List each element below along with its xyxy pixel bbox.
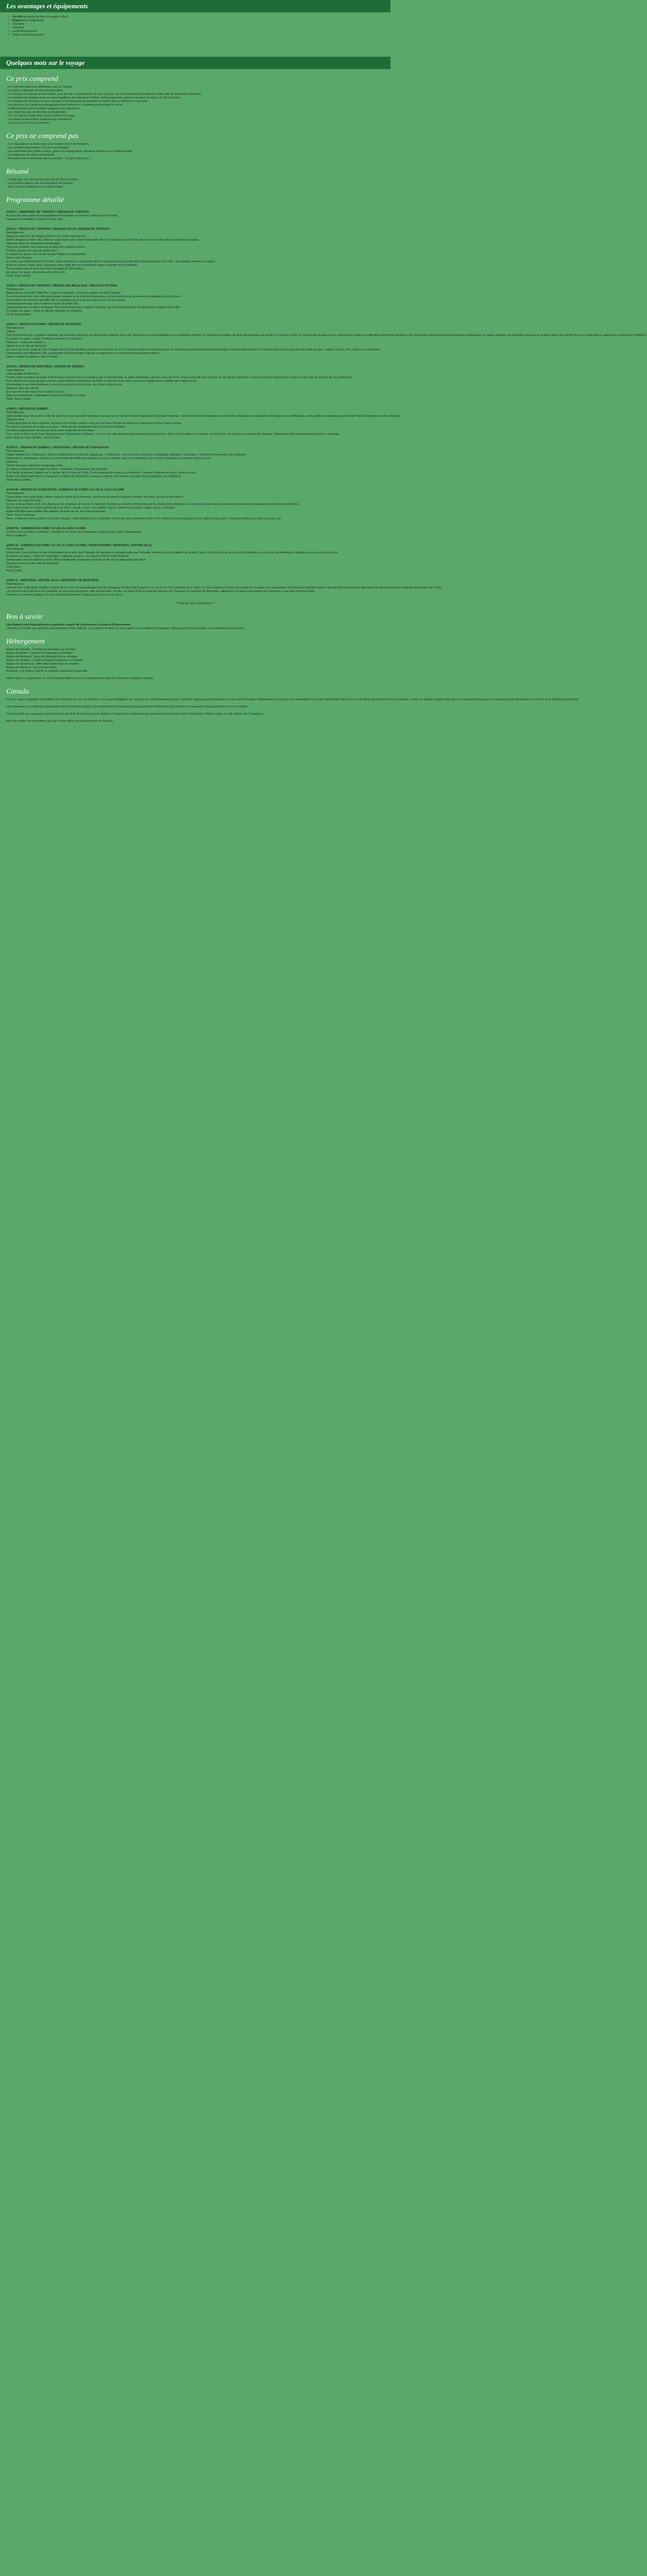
day-title: JOUR 3 : RÉGION DE TORONTO / RÉGION DES MILLE ÎLES / RÉGION D'OTTAWA: [6, 284, 117, 287]
day-line: Retour vers Toronto.: [6, 257, 32, 260]
text-line: Les départs sont francophones et garantis à partir de 2 personnes et jusqu'à 34 personnes.: [6, 623, 131, 626]
day-line: Petit-déjeuner.: [6, 231, 25, 234]
text-line: Pour un séjour touristique ou d'affaires de moins de six mois au Canada, il n'y a pas d'obligation de visa pour les ressortissants français. Toutefois, toute personne exemptée de visa doit demander, suffisamment à l'avance, une autorisation de voyage électronique (AVE) sur le site officiel du gouvernement du Canada. L'AVE est valable pendant cinq ans. Les documents requis sont un passeport, afin de prendre les termes de la validité du passeport.: [6, 698, 579, 701]
day-line: Petit-déjeuner.: [6, 411, 25, 414]
day-line: Profitez d'une journée en pension complète et de toutes les prestations proposées par votre hébergement.: [6, 531, 142, 534]
day-title: JOUR 5 : RÉGION DE MONTRÉAL / RÉGION DE QUÉBEC: [6, 365, 84, 368]
lodging-heading: Hébergement: [6, 638, 45, 646]
day-line: Dîner « soirée de parfum » Nuit à l'hôtel.: [6, 355, 58, 359]
day-line: En option à réserver et à régler sur place : Visite du site traditionnel Huron Onhoüa Chetek8e.: [6, 426, 126, 429]
text-line: Région de Toronto : Comfort Inn Brampton ou similaire: [6, 648, 76, 651]
day-line: Déjeuner libre au marché.: [6, 387, 40, 390]
day-line: Dans l'après-midi, en saison activité de votre choix : kayak, canot, vélo, pédalo, kayak, randonnée pédestre, plage, tennis, volleyball.: [6, 506, 176, 510]
canada-heading: Canada: [6, 688, 29, 696]
day-title: JOUR 2 : RÉGION DE TORONTO / NIAGARA FALLS / RÉGION DE TORONTO: [6, 228, 110, 231]
day-line: Petit-déjeuner.: [6, 492, 25, 495]
day-line: Continuation vers Montréal, ville cosmopolite où les héritages français et anglo-saxons coexistent dans plusieurs siècles.: [6, 352, 160, 355]
day-line: Tour d'orientation de la capitale nationale qui vous fera découvrir les plus beaux endroits de la ville. Découvrez la rue Wellington et ses bâtiments officiels, le Parlement canadien de style néo-gothique qui domine la Tour de la Paix, la Promenade Sussex où l'on retrouve les résidences officielles du Premier ministre et du Gouverneur général ainsi que plusieurs ambassades, les beaux quartiers de Rockcliffe ainsi que le quartier animé du marché By et le Canal Rideau, patrimoine mondial de l'UNESCO.: [6, 334, 647, 337]
text-line: - Prestation non mentionnée dans la section « Ce prix comprend »: [6, 157, 91, 160]
text-line: Hôtels listés au programme, en cas d'indisponibilité de ceux-ci, hébergement dans des hôtels de catégorie similaire.: [6, 677, 154, 680]
day-line: Dîner. Nuit à l'hôtel.: [6, 398, 31, 401]
advantage-item: [9, 23, 384, 26]
program-section: [6, 196, 647, 606]
text-line: - The ou café et carafe d'eau servis pendant les repas: [6, 114, 75, 117]
advantage-item: [9, 19, 384, 23]
excludes-section: [6, 132, 384, 161]
end-of-services: ***FIN DE NOS SERVICES***: [176, 602, 215, 605]
text-line: L'itinéraire et l'ordre des activités sont présentés à titre indicatif. Les activités de plein air sont sujettes aux conditions climatiques. Elles peuvent être annulées ou remplacées sans préavis.: [6, 627, 245, 630]
day-line: Arrêt à Niagara-on-the-Lake, Bâtisse à pied dans cette charmante petite ville dont l'architecture du XIXe siècle est l'une des mieux conservées au pays.: [6, 239, 199, 242]
day-block: [6, 544, 384, 573]
advantage-item: [9, 26, 384, 30]
day-line: En cours de route, visite du Parc Omega. À bord d'un autobus, parcourez un chemin de 10 km à travers lequel vous découvrirez de nombreuses espèces d'animaux sauvages vivant en liberté dans leur habitat naturel et au plus près de votre groupe : wapitis, bisons, cerfs, loups ou encore ours.: [6, 348, 381, 351]
text-line: - Le transport en autocar grand confort, pour plus de 19 participants, du jour 2 au jour 10 à l'exception du transfert du centre-ville de Montréal à l'aéroport: [6, 93, 201, 96]
lodging-list: [6, 648, 384, 681]
advantage-text: Guide francophone: [12, 30, 37, 33]
text-line: - L'hébergement dans les hôtels suggérés au programme: [6, 107, 79, 110]
day-line: Nuit à l'auberge.: [6, 534, 27, 537]
day-title: JOUR 6 : RÉGION DE QUÉBEC: [6, 408, 49, 411]
advantage-label: Vol A/R: [12, 15, 23, 19]
summary-list: [6, 178, 384, 189]
day-line: Les services de l'autocar et du chauffeur ne sont pas inclus pour cette journée libre en ville. Un ticket STM à la journée (Service de Transport en commun de Montréal), valide pour 24 heures au moment de l'activation, vous sera toutefois remis.: [6, 590, 316, 593]
day-line: Départ par le petit bateau. Découvrez l'ensemble des différents quartiers du parc national, situé à l'embouchure de la rivière Saguenay et le fleuve Saint-Laurent.: [6, 457, 211, 460]
advantages-list: [0, 12, 390, 37]
day-line: Départ par la route des 'Mille Îles', région de Kingston, ancienne capitale du Haut-Canada.: [6, 292, 122, 295]
day-line: Déjeuner en cours de route.: [6, 499, 42, 502]
day-line: Montréalais et aux Montréalaises un accès aux produits de la terre, de la mer et du monde.: [6, 383, 123, 386]
text-line: Montréal : Les Suites Labelle ou similaire, Montréal Centre-Ville: [6, 670, 88, 673]
day-title: JOUR 1 : AEROPORT DE TORONTO / RÉGION DE TORONTO: [6, 211, 89, 214]
day-block: [6, 365, 384, 401]
day-line: Continuation vers la région d'Ottawa. Tour d'orientation de la capitale nationale qui vous fera découvrir les plus beaux endroits de la ville.: [6, 306, 180, 309]
day-line: Petit-déjeuner.: [6, 327, 25, 330]
day-block: [6, 284, 384, 317]
day-block: [6, 527, 384, 538]
day-line: Déjeuner.: [6, 461, 19, 464]
excludes-list: [6, 143, 384, 161]
text-line: Région d'Ottawa : Comfort Inn Gatineau ou similaire: [6, 652, 73, 655]
day-line: Petit-déjeuner.: [6, 369, 25, 372]
good-to-know-strong: [6, 623, 384, 627]
summary-heading: Résumé: [6, 168, 29, 176]
advantage-item: [9, 30, 384, 33]
day-line: Départ vers la ville de Montréal.: [6, 345, 47, 348]
day-line: Journée libre à Montréal. Profitez en pour faire un peu de magasinage dans les boutiques du Montréal souterrain ou sur la rue Ste-Catherine pour visiter l'un des nombreux musées de la ville (en compter une cinquantaine d'institutions muséales dans la grande Montréal) ou pour découvrir l'un des grands parcs et jardins botaniques de la ville.: [6, 586, 442, 589]
day-title: JOUR 10 : AUBERGE EN FORËT LE LAC-À-L'EAU-CLAIRE / TROIS RIVIÈRES / MONTRÉAL CENTRE-VILLE: [6, 544, 152, 547]
day-line: Prenez votre chauffeur ou guide à Mont Royal, surnommé 'la montagne' par les Montréalais, le stade Olympique, site des Jeux de 1976, avant sa facade tour inclinée, la rue Sainte-Catherine et son réseau très fréquenté à commerce ainsi que le quartier du Vieux-Montréal.: [6, 376, 353, 379]
day-line: Continuation en direction des Mille Îles en passant par la route qui longe la rive du St-Laurent.: [6, 299, 126, 302]
day-line: Puis terminez par un arrêt à la Tour CN haute de 553 mètres.: [6, 267, 84, 270]
day-block: [6, 446, 384, 482]
day-line: Petit-déjeuner.: [6, 548, 25, 551]
text-line: - Les dépenses de nature personnelle: [6, 154, 55, 157]
day-line: Dîner. Nuit à l'hôtel.: [6, 479, 31, 482]
advantage-text: Visites selon programme: [12, 33, 44, 37]
day-line: Route vers Trois-Rivières et tour d'orientation de la ville, dont l'histoire fut marquée en grande partie par l'industrie forestière et l'exploitation de la forêt. Située à l'embouchure de la rivière St-Maurice, à mi-chemin de Montréal et Québec sur la rive nord du fleuve.: [6, 551, 338, 554]
day-line: Accueil par votre guide accompagnateur francophone à l'arrivée à l'aéroport de Toronto.: [6, 214, 118, 217]
day-line: Dîner. Nuit à l'hôtel.: [6, 313, 31, 316]
day-line: Puis une croisière vous amènera au pied des célèbres chutes.: [6, 246, 86, 249]
text-line: - Les activités optionnelles et le port des bagages: [6, 146, 70, 149]
text-line: - Deux nuits à l'auberge & Lac-à-l'Eau-Claire: [6, 185, 63, 189]
day-title: JOUR 11 : MONTRÉAL CENTRE-VILLE / AÉROPORT DE MONTRÉAL: [6, 579, 99, 582]
good-to-know-section: [6, 613, 384, 631]
text-line: - Le transport en mini-bus, du jour 2 au jour 10 à l'exception du transfert du centre-ville de Montréal à l'aéroport: [6, 100, 148, 103]
text-line: - Les repas libres ou autres que ceux mentionnés et les boissons: [6, 143, 90, 146]
day-block: [6, 408, 401, 440]
day-line: Dîner libre.: [6, 566, 21, 569]
day-line: Note : L'hébergement est prévu en chalet. Chaque chalet dispose d'une cuisinette, d'un salon avec cheminée et de 4 à 6 chambres toutes équipées d'une salle de bain privée. Chaque chambre possède sa propre clé.: [6, 517, 282, 520]
day-line: Visite guidée de Montréal.: [6, 372, 40, 376]
day-line: Déjeuner dans un restaurant panoramique.: [6, 242, 61, 245]
text-line: - Les services d'un guide accompagnateur francophone ou chauffeur-guide durant le circuit: [6, 104, 123, 107]
day-line: Petit-déjeuner.: [6, 583, 25, 586]
day-line: Tour d'orientation de cette ville universitaire militaire et de première importance où les membres du gouvernement siègent au XIXe siècle.: [6, 295, 181, 298]
day-block: [6, 228, 384, 278]
day-line: Dîner. Nuit à l'hôtel.: [6, 275, 31, 278]
day-block: [6, 579, 442, 597]
program-heading: Programme détaillé: [6, 196, 64, 204]
day-line: Après-midi libre pour profiter des activités de plein air sur une base autonome.: [6, 510, 106, 513]
trip-title: Quelques mots sur le voyage: [0, 57, 390, 69]
day-line: Transfert en navette publique 747 vers l'aéroport Montréal-Trudeau pour votre vol de retour.: [6, 594, 123, 597]
summary-section: [6, 168, 384, 189]
text-line: [6, 716, 384, 720]
day-line: Le Lac-à-l'Eau-Claire est le site idéal pour les amateurs de nature et d'activités de plein air. Autrefois fréquenté par les amérindiens Abénakis, le Lac-à-l'Eau-Claire qui se situe dans un secteur montagneux, bordé d'une forêt dense.: [6, 503, 299, 506]
text-line: - Les taxes d'aéroport et frais aéroportuaires: [6, 89, 63, 92]
day-line: Temps libre pour apprécier le paysage marin.: [6, 464, 64, 467]
day-line: Visite guidée pour découvrir la ville de Québec et son caractère européen, unique sur ce continent avec l'Impossant Château Frontenac, l'Hôtel du Parlement québécois, les Plaines d'Abraham, la Citadelle à la Vaubam, les fortifications, sans oublier le pittoresque quartier du Petit-Champlain et la Place Royale.: [6, 415, 401, 418]
day-line: Embarquement pour une croisière à travers les Mille Îles.: [6, 302, 79, 306]
day-block: [6, 323, 647, 359]
day-line: Petit-déjeuner.: [6, 288, 25, 291]
day-line: Profitez ensuite d'un peu de temps libre.: [6, 249, 58, 252]
good-to-know-heading: Bon à savoir: [6, 613, 43, 621]
text-line: - Les repas tels que mentionnés au programme: [6, 111, 67, 114]
day-line: Si le temps le permet, balade sur le sentier de la Pointe de l'Islet. D'une longueur de moins d'un kilomètre, il permet d'admirer le fleuve Saint-Laurent.: [6, 471, 196, 474]
day-line: Puis, découvrez la plus grande marché public extérieur d'Amérique du Nord, le Marché Jean-Talon, découvrez également sa station des métiers d'art.: [6, 380, 197, 383]
day-line: Petit-déjeuner.: [6, 450, 25, 453]
text-line: - Les vols internationaux aller/retour vers le Canada: [6, 86, 73, 89]
day-line: En option sur place : Visite de l'exposition « Attache ta tuque » au Musée POP de Trois-Rivières.: [6, 555, 129, 558]
day-title: JOUR 08 : RÉGION DE CHARLEVOIX / AUBERGE DE FORËT LE LAC-À-L'EAU-CLAIRE: [6, 488, 124, 492]
day-line: Arrêt au célèbre Casa Loma. Démarrez votre visite par une promenade dans le quartier de la Distillerie.: [6, 264, 138, 267]
day-line: Transfert et installation à l'hôtel et dîner libre.: [6, 218, 64, 221]
day-title: JOUR 4 : RÉGION D'OTTAWA / RÉGION DE MONTRÉAL: [6, 323, 82, 326]
text-line: - Les visites et excursions indiquées au programme: [6, 118, 72, 121]
text-line: Région de Mauricie : Lac-à-l'Eau-Claire: [6, 666, 57, 669]
text-line: - Le transport en minibus (avec ou sans chauffeur), de l'aéroport à l'hôtel, selon programme, pour les groupes de moins de 19 personnes: [6, 96, 181, 99]
day-line: En option sur place : Survol des chutes Niagara en hélicoptère.: [6, 253, 87, 256]
day-line: En route, tour d'orientation de Toronto. Cette métropole cosmopolite offre le spectacle d'une grande ville vaste anecdotes de la ville : les quartiers animés et réputés.: [6, 260, 216, 263]
advantage-text: selon programme: [21, 19, 44, 22]
day-line: En milieu d'après-midi, découvrez de la pente ouest de l'île d'Orléans.: [6, 429, 95, 432]
day-line: En option sur place : Visite du Musée canadien de l'Histoire.: [6, 337, 83, 341]
day-line: Temps libre dans le Vieux-Québec. À pied ou en voiture, rendez-vous vers la Place Royale et admirez le majestueux fleuve Saint-Laurent.: [6, 422, 182, 425]
advantages-section: [0, 0, 390, 37]
day-line: Déjeuner traditionnel, dégustation d'une tire d'érable sur neige.: [6, 394, 87, 397]
day-title: JOUR 09 : AUBERGE EN FORËT LE LAC-À-L'EAU-CLAIRE: [6, 527, 86, 530]
day-line: Nuit à l'hôtel.: [6, 569, 23, 572]
day-line: Départ.: [6, 330, 16, 333]
text-line: [6, 673, 384, 677]
text-line: Les voyageurs se rendant au Canada par voie terrestre ou maritime, les ressortissants français n'auront pas besoin d'AVE mais devront être en possession de passeport en cours de validité.: [6, 705, 248, 708]
text-line: Région de Charlevoix : Hôtel Baie-Saint-Paul ou similaire: [6, 663, 79, 666]
advantage-text: Chambre: [12, 23, 25, 26]
text-line: Il est conseillé aux voyageurs qui demandent une AVE de faire preuve de vigilance à l'égard des entreprises qui proposent des services d'aide à l'obtention d'AVE en ligne. Le site officiel est : Canada.ca.: [6, 713, 264, 716]
excludes-heading: Ce prix ne comprend pas: [6, 132, 79, 140]
day-block: [6, 211, 384, 222]
day-line: Déjeuner « tartine du monde ».: [6, 341, 46, 344]
day-line: Dîner. Nuit à l'auberge.: [6, 514, 36, 517]
day-line: Route vers Baie-Saint-Paul en traversant la région de Charlevoix, reconnue comme une réserve mondiale de la biosphère par l'UNESCO.: [6, 475, 182, 478]
advantage-text: au départ de Nice (+8 autres villes): [22, 15, 68, 19]
text-line: Merci de vérifier les formalités à jour sur le site officiel du gouvernement du Canada.: [6, 720, 114, 723]
includes-list: [6, 86, 384, 125]
canada-section: [6, 688, 579, 723]
day-line: Départ en direction de Niagara Falls et ses chutes légendaires.: [6, 235, 87, 238]
advantage-item: [9, 33, 384, 37]
day-line: Dîner dans le Vieux-Québec. Nuit à l'hôtel.: [6, 436, 61, 439]
day-line: En cours de route visite d'une cabane à sucre.: [6, 391, 65, 394]
advantage-label: Repas: [12, 19, 21, 22]
day-line: Déjeuner libre.: [6, 418, 25, 421]
good-to-know-list: [6, 627, 384, 631]
day-title: JOUR 07 : RÉGION DE QUÉBEC / TADOUSSAC / RÉGION DE CHARLEVOIX: [6, 446, 109, 449]
day-line: Puis, arrêt au Parc de la Chute Montmorency. Entre fleuve et falaises, c'est un des sites les plus spectaculaires de la province. Avec ses 83 mètres de hauteur, soit 30 mètres de plus que les chutes du Niagara, l'imposante chute Montmorency domine le paysage.: [6, 433, 340, 436]
day-line: Départ matinal vers Tadoussac. Situé à l'embouchure du fjord du Saguenay, « Tadoussac » est un ancien d'origine montagnaise signifiant « mamelle ». Croisière d'observation des baleines.: [6, 453, 247, 456]
lodging-section: [6, 638, 384, 681]
day-block: [6, 488, 384, 521]
program-days: [6, 211, 647, 597]
day-line: En option sur place : Visite du Musée canadien de l'Histoire.: [6, 310, 83, 313]
text-line: - Les grandes étapes clés de la province de Québec: [6, 182, 73, 185]
day-line: En option sur place : Ascension de la Tour CN.: [6, 271, 66, 274]
text-line: [6, 702, 384, 705]
canada-list: [6, 698, 579, 723]
trip-content: [0, 69, 647, 732]
text-line: Région de Montréal : Days Inn Montréal Est ou similaire: [6, 655, 78, 658]
advantage-item: [9, 15, 384, 19]
includes-section: [6, 75, 384, 125]
advantages-title: Les avantages et équipements: [0, 0, 390, 12]
text-line: - Les taxes et les frais de services: [6, 122, 50, 125]
day-line: Continuation vers la cabane à sucre. Menu traditionnel, animation musicale et tire sur la neige vous attendent.: [6, 558, 147, 562]
text-line: - L'idéal pour une découverte poussée de l'Est canadien.: [6, 178, 79, 181]
day-line: Continuation vers votre étape nature, dans la région de la Mauricie, synonyme de grands espaces naturels, de forêts, de lacs et de rivières.: [6, 496, 184, 499]
includes-heading: Ce prix comprend: [6, 75, 58, 83]
day-line: En option à réserver et à régler sur place : Croisière d'observation des baleines.: [6, 468, 108, 471]
text-line: [6, 709, 384, 713]
day-line: Transfert vers le centre-ville de Montréal.: [6, 562, 59, 565]
advantage-text: Transfert: [12, 26, 24, 29]
text-line: - Les pourboires aux guides locaux, guide accompagnateur, chauffeur d'autocar ou chauffeur-guide: [6, 150, 133, 153]
text-line: Région de Québec : Château Repotel Duplessis ou similaire: [6, 659, 83, 662]
